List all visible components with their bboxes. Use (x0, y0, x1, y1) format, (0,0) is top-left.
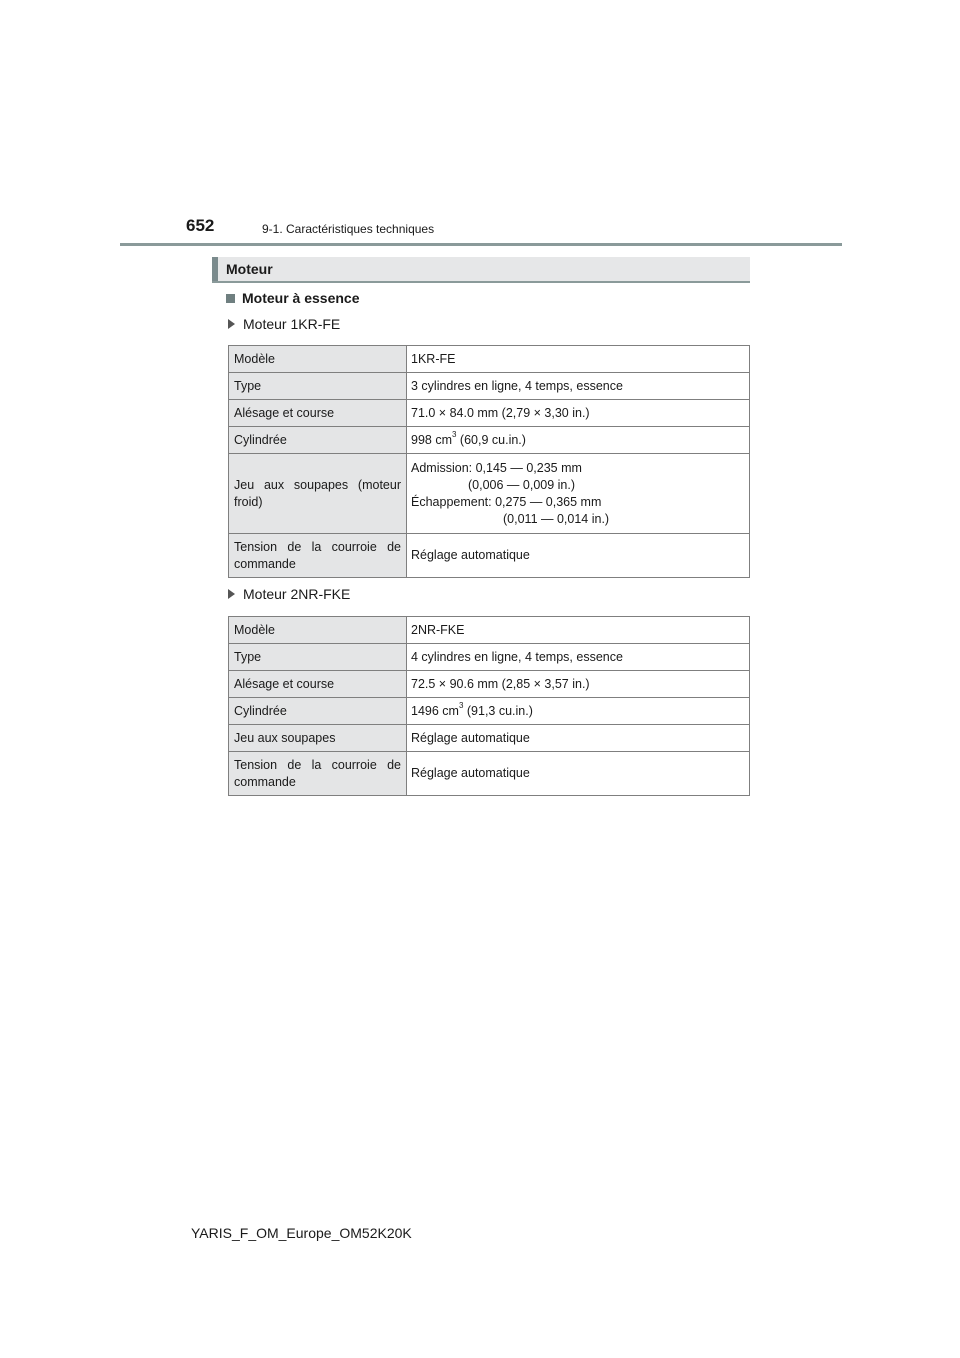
value-line: (0,006 — 0,009 in.) (468, 477, 576, 492)
row-value: 71.0 × 84.0 mm (2,79 × 3,30 in.) (407, 400, 750, 427)
spec-table-1kr (228, 345, 750, 578)
header-divider (120, 243, 842, 246)
value-main: 998 cm (411, 432, 452, 447)
row-label: Tension de la courroie de commande (229, 534, 407, 578)
row-label: Alésage et course (229, 671, 407, 698)
table-row (229, 454, 750, 534)
value-line: (0,011 — 0,014 in.) (503, 511, 610, 526)
row-value (407, 698, 750, 725)
table-row (229, 400, 750, 427)
row-value: 2NR-FKE (407, 617, 750, 644)
square-bullet-icon (226, 294, 235, 303)
section-bar-label: Moteur (226, 261, 273, 277)
row-label: Modèle (229, 346, 407, 373)
row-label: Type (229, 644, 407, 671)
spec-table-2nr (228, 616, 750, 796)
value-superscript: 3 (458, 701, 464, 711)
row-label: Type (229, 373, 407, 400)
value-superscript: 3 (452, 430, 457, 440)
row-label: Modèle (229, 617, 407, 644)
row-value: 72.5 × 90.6 mm (2,85 × 3,57 in.) (407, 671, 750, 698)
engine-heading-1kr (228, 316, 340, 332)
table-row (229, 671, 750, 698)
table-row (229, 534, 750, 578)
row-value: Réglage automatique (407, 534, 750, 578)
row-label: Jeu aux soupapes (moteur froid) (229, 454, 407, 534)
engine-heading-text: Moteur 2NR-FKE (243, 586, 351, 602)
engine-heading-2nr (228, 586, 350, 602)
row-value: 1KR-FE (407, 346, 750, 373)
triangle-bullet-icon (228, 589, 235, 599)
row-value (407, 427, 750, 454)
subheading-text: Moteur à essence (242, 290, 360, 306)
section-bar-accent (212, 257, 218, 281)
row-label: Cylindrée (229, 698, 407, 725)
page-number: 652 (186, 216, 215, 235)
triangle-bullet-icon (228, 319, 235, 329)
table-row (229, 725, 750, 752)
row-label: Cylindrée (229, 427, 407, 454)
row-value (407, 454, 750, 534)
table-row (229, 644, 750, 671)
section-bar (212, 257, 750, 283)
value-suffix: (60,9 cu.in.) (456, 432, 526, 447)
row-value: 4 cylindres en ligne, 4 temps, essence (407, 644, 750, 671)
value-line: Échappement: 0,275 — 0,365 mm (411, 494, 602, 509)
table-row (229, 752, 750, 796)
row-label: Alésage et course (229, 400, 407, 427)
section-title: 9-1. Caractéristiques techniques (262, 222, 435, 236)
footer-document-id: YARIS_F_OM_Europe_OM52K20K (191, 1225, 412, 1241)
value-main: 1496 cm (411, 703, 459, 718)
engine-heading-text: Moteur 1KR-FE (243, 316, 341, 332)
subheading (226, 290, 360, 306)
table-row (229, 427, 750, 454)
value-suffix: (91,3 cu.in.) (463, 703, 533, 718)
table-row (229, 698, 750, 725)
value-line: Admission: 0,145 — 0,235 mm (411, 460, 582, 475)
row-label: Jeu aux soupapes (229, 725, 407, 752)
row-value: Réglage automatique (407, 752, 750, 796)
row-value: 3 cylindres en ligne, 4 temps, essence (407, 373, 750, 400)
row-value: Réglage automatique (407, 725, 750, 752)
table-row (229, 617, 750, 644)
table-row (229, 373, 750, 400)
row-label: Tension de la courroie de commande (229, 752, 407, 796)
table-row (229, 346, 750, 373)
